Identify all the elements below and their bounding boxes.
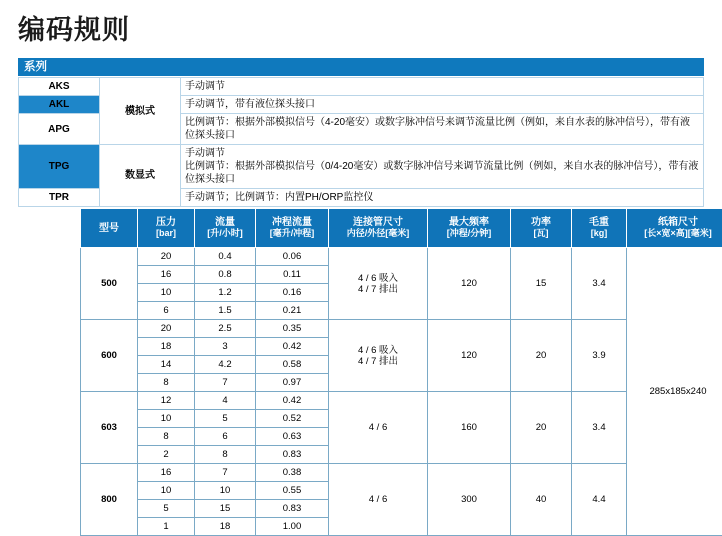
- spec-stroke-cell: 0.83: [256, 446, 329, 464]
- spec-stroke-cell: 0.16: [256, 284, 329, 302]
- spec-header-stroke-volume: 冲程流量 [毫升/冲程]: [256, 209, 329, 248]
- spec-pressure-cell: 20: [138, 320, 195, 338]
- spec-flow-cell: 4: [195, 392, 256, 410]
- spec-header-pipe-size: 连接管尺寸 内径/外径[毫米]: [329, 209, 428, 248]
- spec-model-cell: 800: [81, 464, 138, 536]
- spec-frequency-cell: 120: [428, 248, 511, 320]
- spec-stroke-cell: 0.55: [256, 482, 329, 500]
- spec-stroke-cell: 0.52: [256, 410, 329, 428]
- spec-model-cell: 500: [81, 248, 138, 320]
- spec-flow-cell: 0.8: [195, 266, 256, 284]
- page-title: 编码规则: [18, 8, 130, 47]
- spec-flow-cell: 3: [195, 338, 256, 356]
- spec-pressure-cell: 12: [138, 392, 195, 410]
- spec-stroke-cell: 1.00: [256, 518, 329, 536]
- series-code-aks: AKS: [19, 78, 100, 96]
- spec-pressure-cell: 20: [138, 248, 195, 266]
- spec-pipe-cell: 4 / 6 吸入 4 / 7 排出: [329, 320, 428, 392]
- spec-stroke-cell: 0.38: [256, 464, 329, 482]
- spec-stroke-cell: 0.63: [256, 428, 329, 446]
- spec-flow-cell: 18: [195, 518, 256, 536]
- spec-power-cell: 20: [511, 392, 572, 464]
- spec-header-row: [81, 209, 722, 248]
- series-code-tpg: TPG: [19, 145, 100, 189]
- spec-flow-cell: 1.2: [195, 284, 256, 302]
- spec-flow-cell: 15: [195, 500, 256, 518]
- spec-pipe-cell: 4 / 6 吸入 4 / 7 排出: [329, 248, 428, 320]
- spec-header-model: 型号: [81, 209, 138, 248]
- spec-pressure-cell: 16: [138, 464, 195, 482]
- spec-flow-cell: 5: [195, 410, 256, 428]
- spec-pipe-cell: 4 / 6: [329, 392, 428, 464]
- spec-pressure-cell: 2: [138, 446, 195, 464]
- series-description-cell: 手动调节，带有液位探头接口: [181, 96, 704, 114]
- spec-weight-cell: 3.4: [572, 248, 627, 320]
- series-table: [18, 77, 704, 207]
- spec-pressure-cell: 10: [138, 482, 195, 500]
- spec-weight-cell: 3.9: [572, 320, 627, 392]
- spec-power-cell: 40: [511, 464, 572, 536]
- spec-flow-cell: 8: [195, 446, 256, 464]
- series-description-cell: 手动调节；比例调节：内置PH/ORP监控仪: [181, 189, 704, 207]
- spec-pressure-cell: 18: [138, 338, 195, 356]
- series-table-section: [18, 58, 704, 207]
- spec-pressure-cell: 1: [138, 518, 195, 536]
- spec-header-max-frequency: 最大频率 [冲程/分钟]: [428, 209, 511, 248]
- spec-pressure-cell: 6: [138, 302, 195, 320]
- spec-row: [81, 392, 722, 410]
- series-description-cell: 比例调节：根据外部模拟信号（4-20毫安）或数字脉冲信号来调节流量比例（例如，来自水表的脉冲信号），带有液位探头接口: [181, 114, 704, 145]
- spec-row: [81, 464, 722, 482]
- spec-carton-cell: 285x185x240: [627, 248, 722, 536]
- spec-pressure-cell: 8: [138, 374, 195, 392]
- spec-row: [81, 320, 722, 338]
- spec-model-cell: 600: [81, 320, 138, 392]
- spec-header-power: 功率 [瓦]: [511, 209, 572, 248]
- spec-stroke-cell: 0.35: [256, 320, 329, 338]
- spec-flow-cell: 0.4: [195, 248, 256, 266]
- spec-frequency-cell: 120: [428, 320, 511, 392]
- series-code-apg: APG: [19, 114, 100, 145]
- spec-pressure-cell: 16: [138, 266, 195, 284]
- spec-pressure-cell: 10: [138, 284, 195, 302]
- spec-stroke-cell: 0.58: [256, 356, 329, 374]
- series-code-akl: AKL: [19, 96, 100, 114]
- series-header: 系列: [18, 58, 704, 77]
- spec-flow-cell: 10: [195, 482, 256, 500]
- spec-flow-cell: 4.2: [195, 356, 256, 374]
- spec-weight-cell: 3.4: [572, 392, 627, 464]
- spec-header-carton-size: 纸箱尺寸 [长×宽×高][毫米]: [627, 209, 722, 248]
- series-code-tpr: TPR: [19, 189, 100, 207]
- spec-stroke-cell: 0.06: [256, 248, 329, 266]
- spec-pressure-cell: 14: [138, 356, 195, 374]
- spec-header-flow: 流量 [升/小时]: [195, 209, 256, 248]
- spec-stroke-cell: 0.42: [256, 392, 329, 410]
- spec-weight-cell: 4.4: [572, 464, 627, 536]
- series-description-cell: 手动调节 比例调节：根据外部模拟信号（0/4-20毫安）或数字脉冲信号来调节流量比例（例如，来自水表的脉冲信号），带有液位探头接口: [181, 145, 704, 189]
- spec-flow-cell: 1.5: [195, 302, 256, 320]
- spec-pipe-cell: 4 / 6: [329, 464, 428, 536]
- spec-frequency-cell: 300: [428, 464, 511, 536]
- spec-table-section: [80, 208, 704, 536]
- spec-flow-cell: 7: [195, 374, 256, 392]
- spec-pressure-cell: 5: [138, 500, 195, 518]
- spec-stroke-cell: 0.97: [256, 374, 329, 392]
- spec-frequency-cell: 160: [428, 392, 511, 464]
- spec-power-cell: 15: [511, 248, 572, 320]
- spec-stroke-cell: 0.42: [256, 338, 329, 356]
- spec-pressure-cell: 8: [138, 428, 195, 446]
- spec-stroke-cell: 0.21: [256, 302, 329, 320]
- spec-stroke-cell: 0.83: [256, 500, 329, 518]
- spec-pressure-cell: 10: [138, 410, 195, 428]
- spec-header-gross-weight: 毛重 [kg]: [572, 209, 627, 248]
- spec-row: [81, 248, 722, 266]
- series-row: [19, 78, 704, 96]
- spec-model-cell: 603: [81, 392, 138, 464]
- series-kind-cell: 数显式: [100, 145, 181, 207]
- spec-power-cell: 20: [511, 320, 572, 392]
- spec-flow-cell: 7: [195, 464, 256, 482]
- spec-stroke-cell: 0.11: [256, 266, 329, 284]
- series-description-cell: 手动调节: [181, 78, 704, 96]
- series-row: [19, 145, 704, 189]
- spec-table: [80, 208, 722, 536]
- series-kind-cell: 模拟式: [100, 78, 181, 145]
- spec-flow-cell: 6: [195, 428, 256, 446]
- spec-flow-cell: 2.5: [195, 320, 256, 338]
- spec-header-pressure: 压力 [bar]: [138, 209, 195, 248]
